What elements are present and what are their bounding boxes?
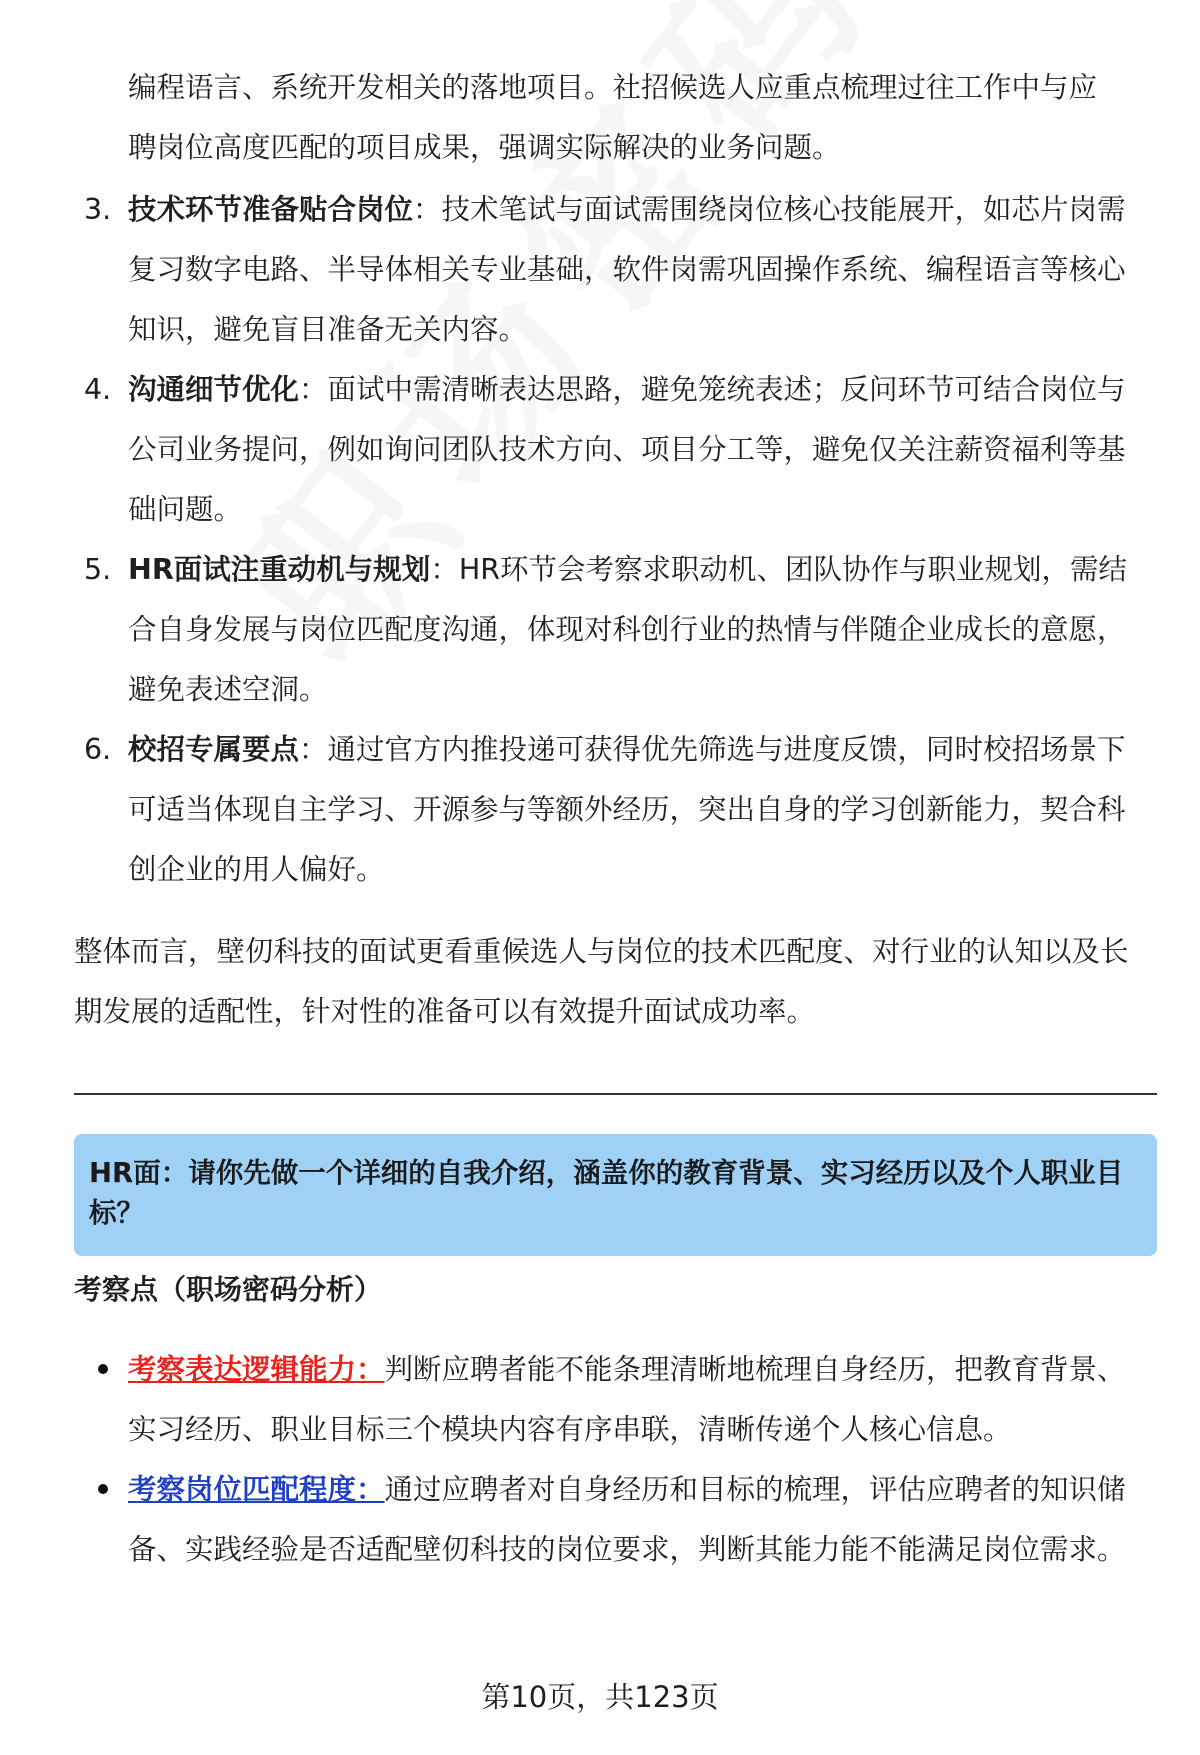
question-box	[74, 1134, 1157, 1256]
list-item-title: 沟通细节优化	[128, 373, 300, 406]
list-item	[0, 180, 1200, 360]
list-item-text: ：面试中需清晰表达思路，避免笼统表述；反问环节可结合岗位与公司业务提问，例如询问团队技术方向、项目分工等，避免仅关注薪资福利等基础问题。	[128, 373, 1126, 526]
list-item	[0, 1340, 1200, 1460]
assessment-list	[0, 1340, 1200, 1580]
question-text: HR面：请你先做一个详细的自我介绍，涵盖你的教育背景、实习经历以及个人职业目标？	[89, 1157, 1124, 1229]
list-item	[0, 1460, 1200, 1580]
intro-line-2: 聘岗位高度匹配的项目成果，强调实际解决的业务问题。	[128, 131, 841, 164]
section-divider	[74, 1093, 1157, 1095]
list-number: 4.	[84, 373, 112, 406]
list-item	[0, 720, 1200, 900]
list-item	[0, 540, 1200, 720]
list-item-text: ：HR环节会考察求职动机、团队协作与职业规划，需结合自身发展与岗位匹配度沟通，体现对科创行业的热情与伴随企业成长的意愿，避免表述空洞。	[128, 553, 1128, 706]
list-item-text: ：技术笔试与面试需围绕岗位核心技能展开，如芯片岗需复习数字电路、半导体相关专业基础，软件岗需巩固操作系统、编程语言等核心知识，避免盲目准备无关内容。	[128, 193, 1126, 346]
list-number: 5.	[84, 553, 112, 586]
list-item-title: 校招专属要点	[128, 733, 300, 766]
assessment-text: 判断应聘者能不能条理清晰地梳理自身经历，把教育背景、实习经历、职业目标三个模块内容有序串联，清晰传递个人核心信息。	[128, 1353, 1126, 1446]
list-number: 6.	[84, 733, 112, 766]
bullet-icon	[98, 1364, 108, 1374]
assessment-label: 考察岗位匹配程度：	[128, 1473, 385, 1506]
list-item-title: 技术环节准备贴合岗位	[128, 193, 414, 226]
page-number: 第10页，共123页	[481, 1680, 719, 1714]
list-number: 3.	[84, 193, 112, 226]
assessment-label: 考察表达逻辑能力：	[128, 1353, 385, 1386]
assessment-text: 通过应聘者对自身经历和目标的梳理，评估应聘者的知识储备、实践经验是否适配壁仞科技的岗位要求，判断其能力能不能满足岗位需求。	[128, 1473, 1126, 1566]
tips-list	[0, 180, 1200, 900]
list-item	[0, 360, 1200, 540]
bullet-icon	[98, 1484, 108, 1494]
list-item-title: HR面试注重动机与规划	[128, 553, 431, 586]
summary-paragraph: 整体而言，壁仞科技的面试更看重候选人与岗位的技术匹配度、对行业的认知以及长期发展的适配性，针对性的准备可以有效提升面试成功率。	[74, 935, 1129, 1028]
sub-heading: 考察点（职场密码分析）	[74, 1273, 383, 1306]
list-item-text: ：通过官方内推投递可获得优先筛选与进度反馈，同时校招场景下可适当体现自主学习、开源参与等额外经历，突出自身的学习创新能力，契合科创企业的用人偏好。	[128, 733, 1126, 886]
intro-line-1: 编程语言、系统开发相关的落地项目。社招候选人应重点梳理过往工作中与应	[128, 71, 1098, 104]
